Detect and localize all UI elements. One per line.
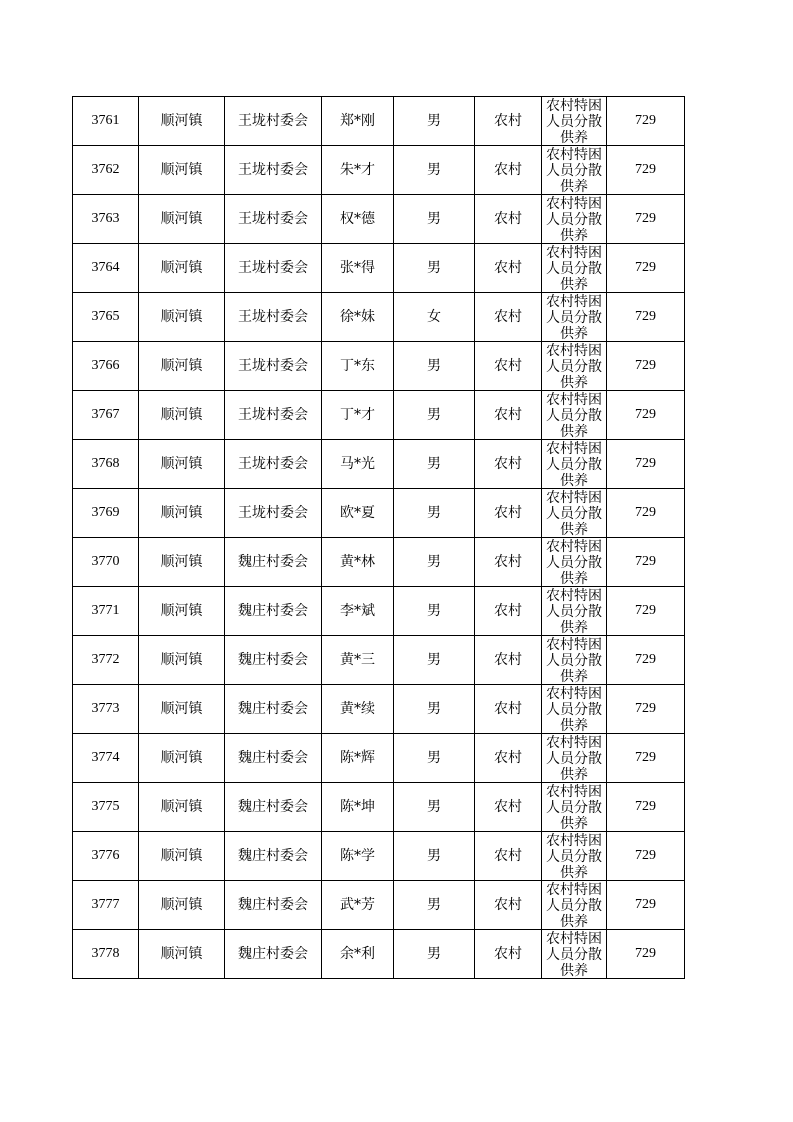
cell-town: 顺河镇 [139, 881, 225, 930]
cell-category-text: 农村特困人员分散供养 [546, 637, 602, 684]
cell-category-text: 农村特困人员分散供养 [546, 490, 602, 537]
cell-town: 顺河镇 [139, 587, 225, 636]
cell-name: 丁*才 [322, 391, 394, 440]
cell-area: 农村 [475, 881, 542, 930]
cell-category [542, 391, 607, 440]
cell-amount: 729 [607, 636, 685, 685]
cell-town: 顺河镇 [139, 489, 225, 538]
cell-area: 农村 [475, 440, 542, 489]
cell-category [542, 342, 607, 391]
cell-name: 黄*林 [322, 538, 394, 587]
cell-amount: 729 [607, 930, 685, 979]
table-row [73, 881, 685, 930]
cell-id: 3777 [73, 881, 139, 930]
cell-area: 农村 [475, 244, 542, 293]
cell-id: 3768 [73, 440, 139, 489]
cell-area: 农村 [475, 685, 542, 734]
table-row [73, 489, 685, 538]
cell-id: 3762 [73, 146, 139, 195]
cell-gender: 男 [394, 636, 475, 685]
beneficiary-table [72, 96, 685, 979]
cell-town: 顺河镇 [139, 734, 225, 783]
cell-area: 农村 [475, 293, 542, 342]
cell-amount: 729 [607, 538, 685, 587]
cell-area: 农村 [475, 636, 542, 685]
table-row [73, 342, 685, 391]
cell-id: 3765 [73, 293, 139, 342]
cell-category [542, 538, 607, 587]
table-row [73, 244, 685, 293]
cell-id: 3767 [73, 391, 139, 440]
cell-town: 顺河镇 [139, 391, 225, 440]
cell-amount: 729 [607, 685, 685, 734]
cell-village: 王垅村委会 [225, 146, 322, 195]
cell-gender: 男 [394, 832, 475, 881]
table-row [73, 734, 685, 783]
cell-id: 3778 [73, 930, 139, 979]
cell-id: 3763 [73, 195, 139, 244]
cell-name: 陈*学 [322, 832, 394, 881]
cell-category-text: 农村特困人员分散供养 [546, 882, 602, 929]
table-row [73, 195, 685, 244]
cell-town: 顺河镇 [139, 293, 225, 342]
cell-town: 顺河镇 [139, 930, 225, 979]
table-row [73, 636, 685, 685]
cell-id: 3766 [73, 342, 139, 391]
cell-name: 黄*续 [322, 685, 394, 734]
table-row [73, 685, 685, 734]
cell-village: 魏庄村委会 [225, 832, 322, 881]
cell-name: 丁*东 [322, 342, 394, 391]
cell-village: 魏庄村委会 [225, 930, 322, 979]
cell-category [542, 685, 607, 734]
cell-town: 顺河镇 [139, 636, 225, 685]
cell-village: 王垅村委会 [225, 293, 322, 342]
table-body [73, 97, 685, 979]
cell-category-text: 农村特困人员分散供养 [546, 294, 602, 341]
table-row [73, 538, 685, 587]
cell-id: 3770 [73, 538, 139, 587]
cell-amount: 729 [607, 391, 685, 440]
cell-town: 顺河镇 [139, 440, 225, 489]
cell-town: 顺河镇 [139, 685, 225, 734]
cell-area: 农村 [475, 930, 542, 979]
table-row [73, 97, 685, 146]
cell-village: 王垅村委会 [225, 489, 322, 538]
cell-id: 3774 [73, 734, 139, 783]
cell-id: 3773 [73, 685, 139, 734]
cell-gender: 男 [394, 489, 475, 538]
cell-name: 朱*才 [322, 146, 394, 195]
cell-amount: 729 [607, 342, 685, 391]
cell-category-text: 农村特困人员分散供养 [546, 245, 602, 292]
cell-name: 张*得 [322, 244, 394, 293]
cell-area: 农村 [475, 97, 542, 146]
cell-category-text: 农村特困人员分散供养 [546, 833, 602, 880]
table-row [73, 930, 685, 979]
table-row [73, 146, 685, 195]
cell-village: 魏庄村委会 [225, 538, 322, 587]
cell-category [542, 636, 607, 685]
cell-category-text: 农村特困人员分散供养 [546, 686, 602, 733]
cell-category-text: 农村特困人员分散供养 [546, 392, 602, 439]
cell-amount: 729 [607, 97, 685, 146]
cell-category [542, 881, 607, 930]
cell-amount: 729 [607, 489, 685, 538]
cell-area: 农村 [475, 489, 542, 538]
cell-town: 顺河镇 [139, 244, 225, 293]
cell-village: 魏庄村委会 [225, 734, 322, 783]
cell-category [542, 146, 607, 195]
cell-amount: 729 [607, 734, 685, 783]
cell-town: 顺河镇 [139, 832, 225, 881]
cell-amount: 729 [607, 783, 685, 832]
cell-category [542, 97, 607, 146]
cell-gender: 男 [394, 538, 475, 587]
cell-area: 农村 [475, 734, 542, 783]
cell-name: 李*斌 [322, 587, 394, 636]
cell-gender: 女 [394, 293, 475, 342]
cell-village: 魏庄村委会 [225, 685, 322, 734]
cell-category-text: 农村特困人员分散供养 [546, 784, 602, 831]
table-row [73, 832, 685, 881]
cell-category [542, 293, 607, 342]
cell-amount: 729 [607, 881, 685, 930]
cell-category [542, 489, 607, 538]
table-row [73, 587, 685, 636]
cell-id: 3761 [73, 97, 139, 146]
cell-village: 魏庄村委会 [225, 636, 322, 685]
cell-village: 王垅村委会 [225, 244, 322, 293]
table-row [73, 391, 685, 440]
cell-gender: 男 [394, 146, 475, 195]
cell-area: 农村 [475, 587, 542, 636]
cell-amount: 729 [607, 293, 685, 342]
cell-gender: 男 [394, 391, 475, 440]
cell-town: 顺河镇 [139, 538, 225, 587]
cell-name: 余*利 [322, 930, 394, 979]
cell-town: 顺河镇 [139, 97, 225, 146]
cell-village: 王垅村委会 [225, 97, 322, 146]
cell-category [542, 832, 607, 881]
cell-gender: 男 [394, 195, 475, 244]
cell-gender: 男 [394, 734, 475, 783]
table-row [73, 293, 685, 342]
cell-category [542, 244, 607, 293]
cell-village: 魏庄村委会 [225, 587, 322, 636]
cell-category-text: 农村特困人员分散供养 [546, 98, 602, 145]
cell-village: 魏庄村委会 [225, 783, 322, 832]
cell-id: 3764 [73, 244, 139, 293]
cell-amount: 729 [607, 587, 685, 636]
cell-town: 顺河镇 [139, 783, 225, 832]
cell-name: 黄*三 [322, 636, 394, 685]
cell-category [542, 783, 607, 832]
cell-area: 农村 [475, 832, 542, 881]
cell-town: 顺河镇 [139, 342, 225, 391]
table-row [73, 440, 685, 489]
cell-gender: 男 [394, 587, 475, 636]
cell-id: 3771 [73, 587, 139, 636]
cell-amount: 729 [607, 195, 685, 244]
cell-area: 农村 [475, 342, 542, 391]
cell-gender: 男 [394, 783, 475, 832]
cell-name: 徐*妹 [322, 293, 394, 342]
cell-village: 王垅村委会 [225, 440, 322, 489]
cell-amount: 729 [607, 832, 685, 881]
cell-amount: 729 [607, 244, 685, 293]
table-row [73, 783, 685, 832]
cell-id: 3776 [73, 832, 139, 881]
cell-name: 马*光 [322, 440, 394, 489]
cell-category [542, 195, 607, 244]
cell-category-text: 农村特困人员分散供养 [546, 588, 602, 635]
cell-category-text: 农村特困人员分散供养 [546, 539, 602, 586]
cell-area: 农村 [475, 391, 542, 440]
cell-gender: 男 [394, 97, 475, 146]
cell-town: 顺河镇 [139, 146, 225, 195]
cell-area: 农村 [475, 538, 542, 587]
cell-gender: 男 [394, 440, 475, 489]
cell-category-text: 农村特困人员分散供养 [546, 441, 602, 488]
cell-area: 农村 [475, 783, 542, 832]
cell-name: 郑*刚 [322, 97, 394, 146]
cell-name: 欧*夏 [322, 489, 394, 538]
cell-category [542, 440, 607, 489]
cell-area: 农村 [475, 146, 542, 195]
cell-category [542, 930, 607, 979]
cell-village: 王垅村委会 [225, 195, 322, 244]
cell-id: 3775 [73, 783, 139, 832]
cell-id: 3772 [73, 636, 139, 685]
cell-category-text: 农村特困人员分散供养 [546, 147, 602, 194]
cell-amount: 729 [607, 440, 685, 489]
cell-town: 顺河镇 [139, 195, 225, 244]
cell-name: 陈*辉 [322, 734, 394, 783]
cell-category [542, 734, 607, 783]
cell-category-text: 农村特困人员分散供养 [546, 196, 602, 243]
cell-name: 陈*坤 [322, 783, 394, 832]
cell-gender: 男 [394, 342, 475, 391]
cell-area: 农村 [475, 195, 542, 244]
cell-category-text: 农村特困人员分散供养 [546, 343, 602, 390]
cell-amount: 729 [607, 146, 685, 195]
cell-name: 权*德 [322, 195, 394, 244]
cell-name: 武*芳 [322, 881, 394, 930]
cell-category [542, 587, 607, 636]
cell-gender: 男 [394, 685, 475, 734]
cell-village: 魏庄村委会 [225, 881, 322, 930]
cell-id: 3769 [73, 489, 139, 538]
cell-gender: 男 [394, 244, 475, 293]
cell-village: 王垅村委会 [225, 391, 322, 440]
cell-category-text: 农村特困人员分散供养 [546, 735, 602, 782]
cell-gender: 男 [394, 881, 475, 930]
cell-category-text: 农村特困人员分散供养 [546, 931, 602, 978]
cell-village: 王垅村委会 [225, 342, 322, 391]
cell-gender: 男 [394, 930, 475, 979]
